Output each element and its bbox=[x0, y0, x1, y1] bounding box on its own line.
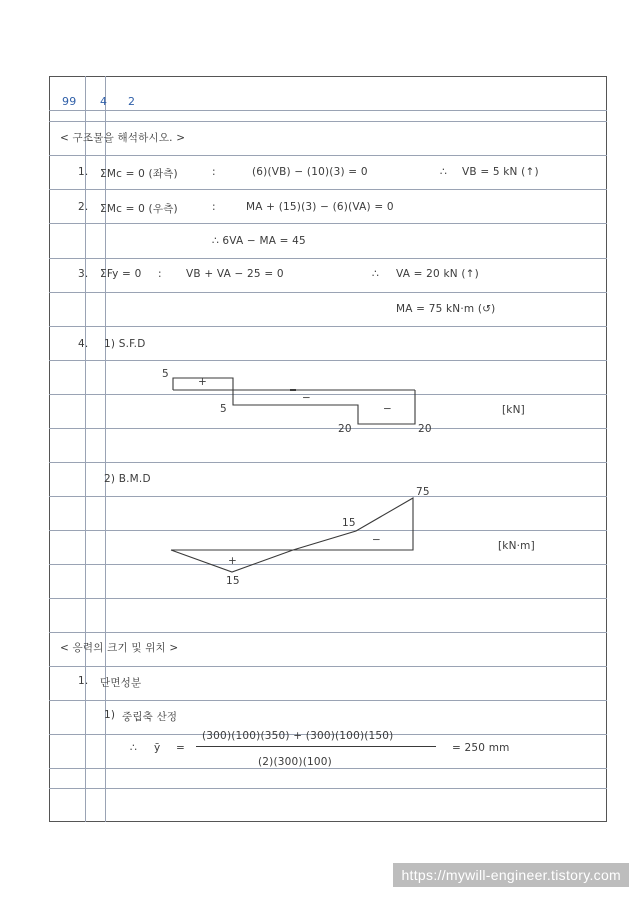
sfd-sign-positive: + bbox=[198, 376, 207, 388]
centroid-therefore: ∴ bbox=[130, 742, 137, 754]
ruled-line bbox=[49, 700, 607, 701]
centroid-result: = 250 mm bbox=[452, 742, 510, 754]
bmd-label-mid: 15 bbox=[342, 517, 356, 529]
sfd-sign-negative-1: − bbox=[302, 392, 311, 404]
step2-line2: ∴ 6VA − MA = 45 bbox=[212, 235, 306, 247]
ruled-line bbox=[49, 564, 607, 565]
step1-equation: ΣMc = 0 (좌측) bbox=[100, 168, 178, 180]
step3-therefore: ∴ bbox=[372, 268, 379, 280]
bmd-label-bottom: 15 bbox=[226, 575, 240, 587]
step3-result-ma: MA = 75 kN·m (↺) bbox=[396, 303, 496, 315]
sfd-label-right: 20 bbox=[418, 423, 432, 435]
section2-title: < 응력의 크기 및 위치 > bbox=[60, 642, 179, 654]
sfd-heading: 1) S.F.D bbox=[104, 338, 146, 350]
sfd-unit: [kN] bbox=[502, 404, 525, 416]
date-day: 2 bbox=[128, 95, 136, 108]
step4-num: 4. bbox=[78, 338, 89, 350]
margin-line bbox=[85, 76, 86, 822]
date-year: 99 bbox=[62, 95, 77, 108]
step2-equation: ΣMc = 0 (우측) bbox=[100, 203, 178, 215]
ruled-line bbox=[49, 496, 607, 497]
ruled-line bbox=[49, 428, 607, 429]
step3-equation: ΣFy = 0 bbox=[100, 268, 142, 280]
ruled-line bbox=[49, 666, 607, 667]
step3-result-va: VA = 20 kN (↑) bbox=[396, 268, 479, 280]
ruled-line bbox=[49, 632, 607, 633]
bmd-unit: [kN·m] bbox=[498, 540, 535, 552]
sfd-sign-negative-2: − bbox=[383, 403, 392, 415]
date-month: 4 bbox=[100, 95, 108, 108]
ruled-line bbox=[49, 598, 607, 599]
step3-num: 3. bbox=[78, 268, 89, 280]
bmd-label-top: 75 bbox=[416, 486, 430, 498]
section2-step1-num: 1. bbox=[78, 675, 89, 687]
step1-therefore: ∴ bbox=[440, 166, 447, 178]
step1-result: VB = 5 kN (↑) bbox=[462, 166, 539, 178]
sfd-label-left: 5 bbox=[162, 368, 169, 380]
step2-expression: MA + (15)(3) − (6)(VA) = 0 bbox=[246, 201, 394, 213]
sfd-label-mid: 5 bbox=[220, 403, 227, 415]
ruled-line bbox=[49, 189, 607, 190]
bmd-sign-negative: − bbox=[372, 534, 381, 546]
bmd-sign-positive: + bbox=[228, 555, 237, 567]
ruled-line bbox=[49, 360, 607, 361]
section2-sub1-text: 중립축 산정 bbox=[122, 711, 178, 723]
ruled-line bbox=[49, 394, 607, 395]
centroid-symbol: ȳ bbox=[154, 742, 161, 754]
bmd-heading: 2) B.M.D bbox=[104, 473, 151, 485]
ruled-line bbox=[49, 223, 607, 224]
ruled-line bbox=[49, 258, 607, 259]
ruled-line bbox=[49, 110, 607, 111]
step1-num: 1. bbox=[78, 166, 89, 178]
ruled-line bbox=[49, 788, 607, 789]
section2-step1-text: 단면성분 bbox=[100, 677, 142, 689]
fraction-bar bbox=[196, 746, 436, 747]
step1-colon: : bbox=[212, 166, 216, 178]
centroid-denominator: (2)(300)(100) bbox=[258, 756, 332, 768]
step2-colon: : bbox=[212, 201, 216, 213]
watermark: https://mywill-engineer.tistory.com bbox=[393, 863, 629, 887]
centroid-equals: = bbox=[176, 742, 185, 754]
ruled-line bbox=[49, 326, 607, 327]
step2-num: 2. bbox=[78, 201, 89, 213]
ruled-line bbox=[49, 462, 607, 463]
ruled-line bbox=[49, 292, 607, 293]
ruled-line bbox=[49, 155, 607, 156]
section1-title: < 구조물을 해석하시오. > bbox=[60, 132, 186, 144]
section2-sub1-num: 1) bbox=[104, 709, 116, 721]
ruled-line bbox=[49, 530, 607, 531]
step1-expression: (6)(VB) − (10)(3) = 0 bbox=[252, 166, 368, 178]
step3-expression: VB + VA − 25 = 0 bbox=[186, 268, 284, 280]
ruled-line bbox=[49, 121, 607, 122]
ruled-line bbox=[49, 768, 607, 769]
step3-colon: : bbox=[158, 268, 162, 280]
sfd-label-bottom: 20 bbox=[338, 423, 352, 435]
centroid-numerator: (300)(100)(350) + (300)(100)(150) bbox=[202, 730, 394, 742]
